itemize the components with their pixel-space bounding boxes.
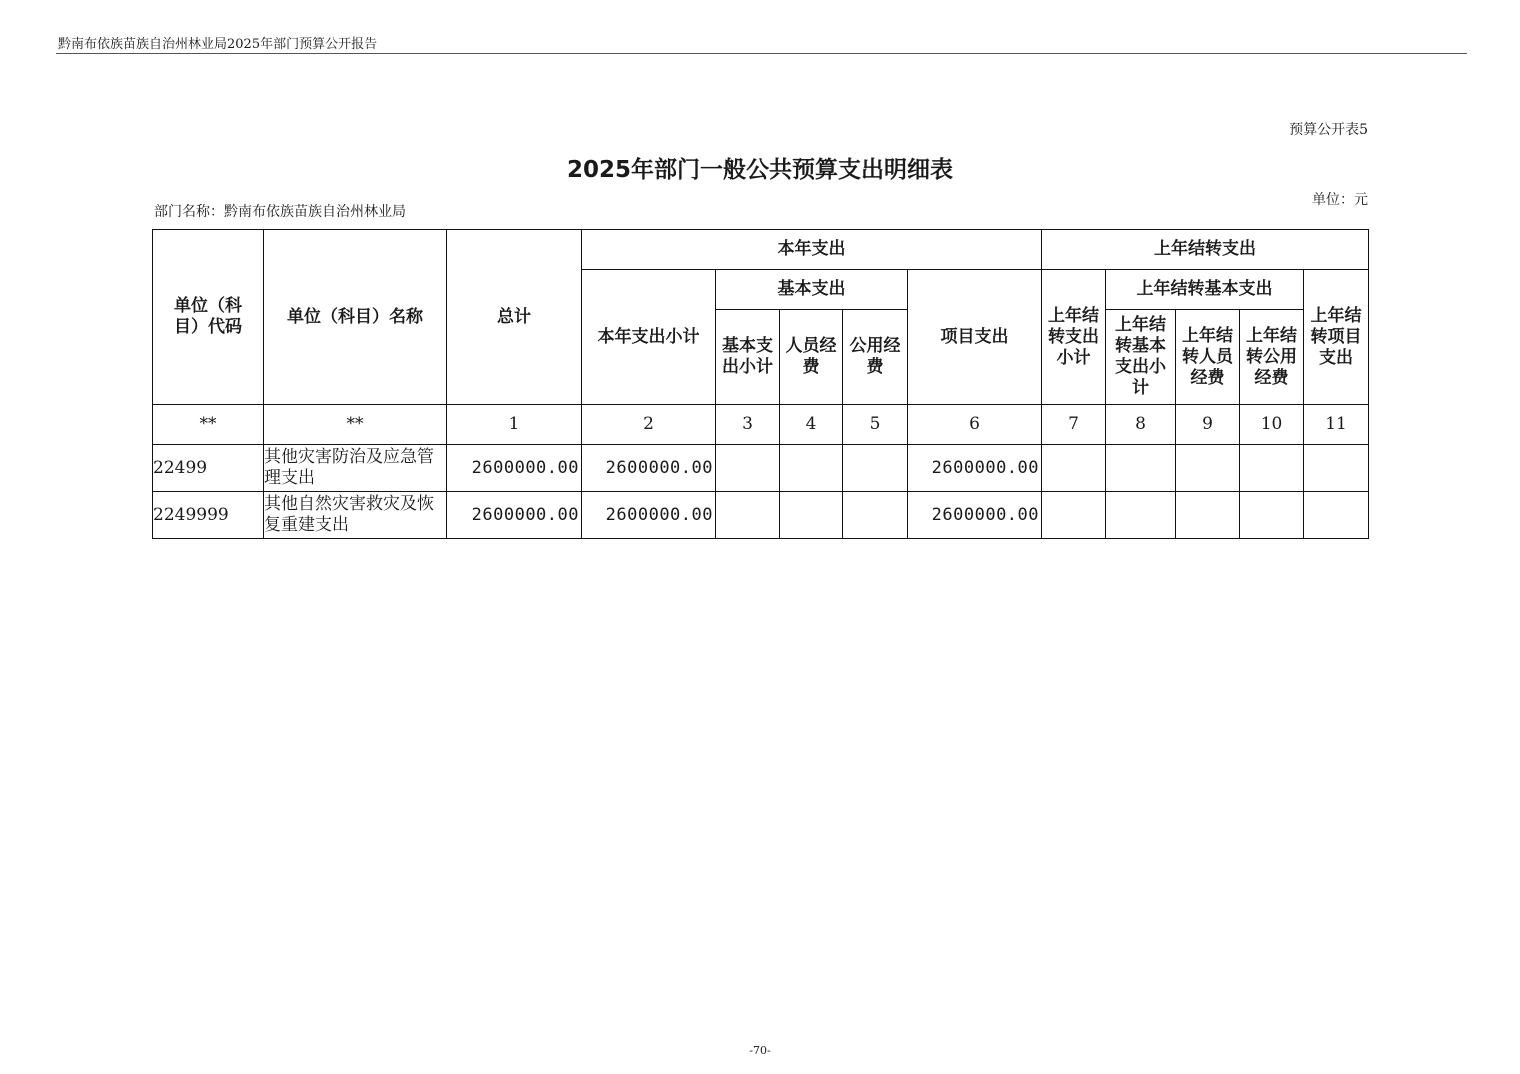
row-cell: [1042, 445, 1106, 492]
row-cell: [1240, 492, 1304, 539]
page-number: -70-: [749, 1044, 771, 1057]
row-name: 其他灾害防治及应急管理支出: [264, 445, 447, 492]
row-cell: [1240, 445, 1304, 492]
index-row: [153, 405, 1369, 445]
row-total: 2600000.00: [447, 445, 582, 492]
row-subtotal: 2600000.00: [582, 445, 716, 492]
header-basic: 基本支出: [716, 270, 908, 310]
header-project: 项目支出: [908, 270, 1042, 405]
header-total: 总计: [447, 230, 582, 405]
header-prior-year: 上年结转支出: [1042, 230, 1369, 270]
index-cell: 11: [1304, 405, 1369, 445]
header-prior-project: 上年结转项目支出: [1304, 270, 1369, 405]
index-cell: 8: [1106, 405, 1176, 445]
header-name: 单位（科目）名称: [264, 230, 447, 405]
row-total: 2600000.00: [447, 492, 582, 539]
index-cell: 7: [1042, 405, 1106, 445]
unit-label: 单位：元: [1312, 192, 1368, 208]
header-divider: [56, 53, 1467, 54]
index-cell: 2: [582, 405, 716, 445]
index-cell: 1: [447, 405, 582, 445]
table-number: 预算公开表5: [1289, 122, 1368, 138]
row-cell: [1304, 445, 1369, 492]
row-code: 2249999: [153, 492, 264, 539]
index-cell: **: [153, 405, 264, 445]
row-cell: [1304, 492, 1369, 539]
row-cell: [1106, 445, 1176, 492]
header-prior-basic: 上年结转基本支出: [1106, 270, 1304, 310]
index-cell: 6: [908, 405, 1042, 445]
row-cell: [843, 445, 908, 492]
budget-detail-table: [152, 229, 1369, 539]
row-project: 2600000.00: [908, 445, 1042, 492]
index-cell: 9: [1176, 405, 1240, 445]
header-current-year: 本年支出: [582, 230, 1042, 270]
header-public: 公用经费: [843, 310, 908, 405]
table-row: [153, 445, 1369, 492]
row-cell: [716, 445, 780, 492]
row-cell: [780, 445, 843, 492]
header-code: 单位（科目）代码: [153, 230, 264, 405]
header-prior-public: 上年结转公用经费: [1240, 310, 1304, 405]
index-cell: 5: [843, 405, 908, 445]
row-code: 22499: [153, 445, 264, 492]
header-prior-subtotal: 上年结转支出小计: [1042, 270, 1106, 405]
header-basic-subtotal: 基本支出小计: [716, 310, 780, 405]
report-header: 黔南布依族苗族自治州林业局2025年部门预算公开报告: [58, 37, 378, 52]
row-name: 其他自然灾害救灾及恢复重建支出: [264, 492, 447, 539]
header-prior-personnel: 上年结转人员经费: [1176, 310, 1240, 405]
row-cell: [1176, 492, 1240, 539]
header-current-subtotal: 本年支出小计: [582, 270, 716, 405]
row-cell: [780, 492, 843, 539]
index-cell: 4: [780, 405, 843, 445]
row-cell: [843, 492, 908, 539]
row-cell: [1106, 492, 1176, 539]
index-cell: **: [264, 405, 447, 445]
row-project: 2600000.00: [908, 492, 1042, 539]
header-personnel: 人员经费: [780, 310, 843, 405]
table-title: 2025年部门一般公共预算支出明细表: [566, 157, 953, 183]
table-row: [153, 492, 1369, 539]
row-cell: [1176, 445, 1240, 492]
row-subtotal: 2600000.00: [582, 492, 716, 539]
row-cell: [1042, 492, 1106, 539]
header-prior-basic-subtotal: 上年结转基本支出小计: [1106, 310, 1176, 405]
index-cell: 10: [1240, 405, 1304, 445]
department-label: 部门名称：黔南布依族苗族自治州林业局: [154, 204, 406, 220]
index-cell: 3: [716, 405, 780, 445]
row-cell: [716, 492, 780, 539]
